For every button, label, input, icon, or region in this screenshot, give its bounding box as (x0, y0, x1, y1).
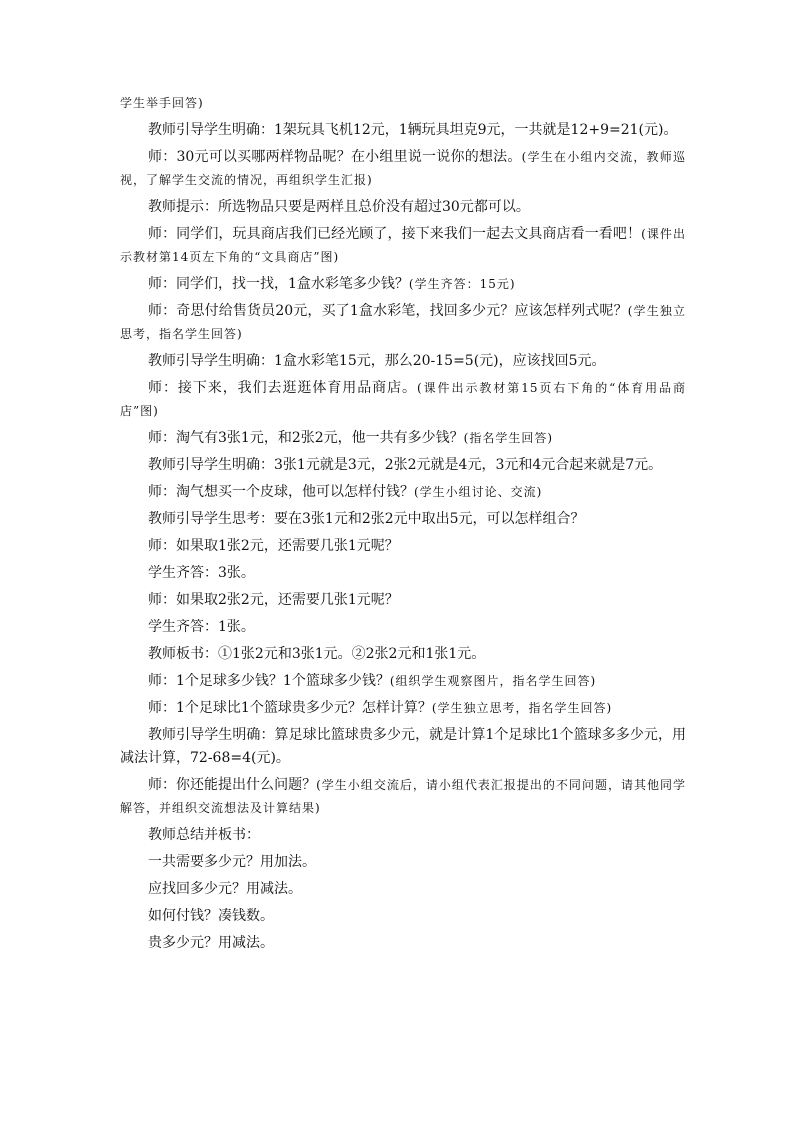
paragraph-text: 学生齐答：1张。 (148, 619, 255, 635)
paragraph (120, 589, 686, 612)
paragraph-note: (学生齐答：15元) (408, 277, 516, 291)
paragraph-note: (学生小组讨论、交流) (414, 485, 543, 499)
paragraph-text: 师：奇思付给售货员20元，买了1盒水彩笔，找回多少元？应该怎样列式呢？ (148, 303, 628, 319)
paragraph-text: 贵多少元？用减法。 (148, 935, 274, 951)
paragraph-text: 师：30元可以买哪两样物品呢？在小组里说一说你的想法。 (148, 149, 522, 165)
paragraph (120, 535, 686, 558)
paragraph-text: 教师引导学生明确：1架玩具飞机12元，1辆玩具坦克9元，一共就是12+9=21(元)。 (148, 122, 678, 138)
paragraph (120, 774, 686, 820)
paragraph (120, 427, 686, 450)
paragraph-text: 师：如果取1张2元，还需要几张1元呢？ (148, 538, 399, 554)
paragraph-text: 师：你还能提出什么问题？ (148, 777, 317, 793)
lesson-text (120, 92, 686, 959)
paragraph-text: 师：如果取2张2元，还需要几张1元呢？ (148, 592, 399, 608)
paragraph (120, 196, 686, 219)
paragraph (120, 481, 686, 504)
paragraph (120, 377, 686, 423)
paragraph (120, 905, 686, 928)
paragraph-text: 教师引导学生明确：1盒水彩笔15元，那么20-15=5(元)，应该找回5元。 (148, 353, 606, 369)
paragraph (120, 724, 686, 770)
paragraph-text: 师：淘气想买一个皮球，他可以怎样付钱？ (148, 484, 414, 500)
paragraph-text: 师：1个足球多少钱？1个篮球多少钱？ (148, 673, 390, 689)
paragraph-text: 师：1个足球比1个篮球贵多少元？怎样计算？ (148, 700, 432, 716)
paragraph-text: 师：接下来，我们去逛逛体育用品商店。 (148, 380, 417, 396)
paragraph-text: 师：淘气有3张1元，和2张2元，他一共有多少钱？ (148, 430, 464, 446)
paragraph (120, 670, 686, 693)
paragraph-text: 教师总结并板书： (148, 827, 260, 843)
paragraph (120, 824, 686, 847)
paragraph (120, 851, 686, 874)
paragraph-note: (课件出示教材第14页左下角的“文具商店”图) (120, 227, 687, 264)
paragraph (120, 92, 686, 115)
paragraph-text: 应找回多少元？用减法。 (148, 881, 302, 897)
paragraph-note: (课件出示教材第15页右下角的“体育用品商店”图) (120, 381, 686, 418)
paragraph (120, 508, 686, 531)
paragraph (120, 932, 686, 955)
paragraph-note: (学生小组交流后，请小组代表汇报提出的不同问题，请其他同学解答，并组织交流想法及计算结果) (120, 778, 686, 815)
paragraph-note: (指名学生回答) (463, 431, 554, 445)
paragraph (120, 616, 686, 639)
paragraph-text: 如何付钱？凑钱数。 (148, 908, 274, 924)
paragraph-text: 师：同学们，找一找，1盒水彩笔多少钱？ (148, 276, 409, 292)
paragraph-note: (学生独立思考，指名学生回答) (120, 304, 686, 341)
paragraph-note: (学生独立思考，指名学生回答) (431, 701, 613, 715)
paragraph (120, 119, 686, 142)
paragraph-note: 学生举手回答) (120, 96, 204, 110)
paragraph (120, 878, 686, 901)
paragraph (120, 300, 686, 346)
paragraph-text: 一共需要多少元？用加法。 (148, 854, 316, 870)
paragraph (120, 643, 686, 666)
paragraph-text: 教师提示：所选物品只要是两样且总价没有超过30元都可以。 (148, 199, 530, 215)
paragraph-text: 教师引导学生明确：算足球比篮球贵多少元，就是计算1个足球比1个篮球多多少元，用减法计算，72-68=4(元)。 (120, 727, 686, 766)
paragraph-text: 师：同学们，玩具商店我们已经光顾了，接下来我们一起去文具商店看一看吧！ (148, 226, 642, 242)
paragraph (120, 454, 686, 477)
paragraph (120, 223, 686, 269)
paragraph (120, 273, 686, 296)
paragraph-text: 教师引导学生明确：3张1元就是3元，2张2元就是4元，3元和4元合起来就是7元。 (148, 457, 663, 473)
paragraph-text: 教师板书：①1张2元和3张1元。②2张2元和1张1元。 (148, 646, 486, 662)
paragraph (120, 146, 686, 192)
paragraph-text: 教师引导学生思考：要在3张1元和2张2元中取出5元，可以怎样组合？ (148, 511, 585, 527)
paragraph (120, 562, 686, 585)
paragraph-note: (学生在小组内交流，教师巡视，了解学生交流的情况，再组织学生汇报) (120, 150, 686, 187)
paragraph (120, 350, 686, 373)
paragraph-text: 学生齐答：3张。 (148, 565, 255, 581)
paragraph (120, 697, 686, 720)
paragraph-note: (组织学生观察图片，指名学生回答) (389, 674, 597, 688)
